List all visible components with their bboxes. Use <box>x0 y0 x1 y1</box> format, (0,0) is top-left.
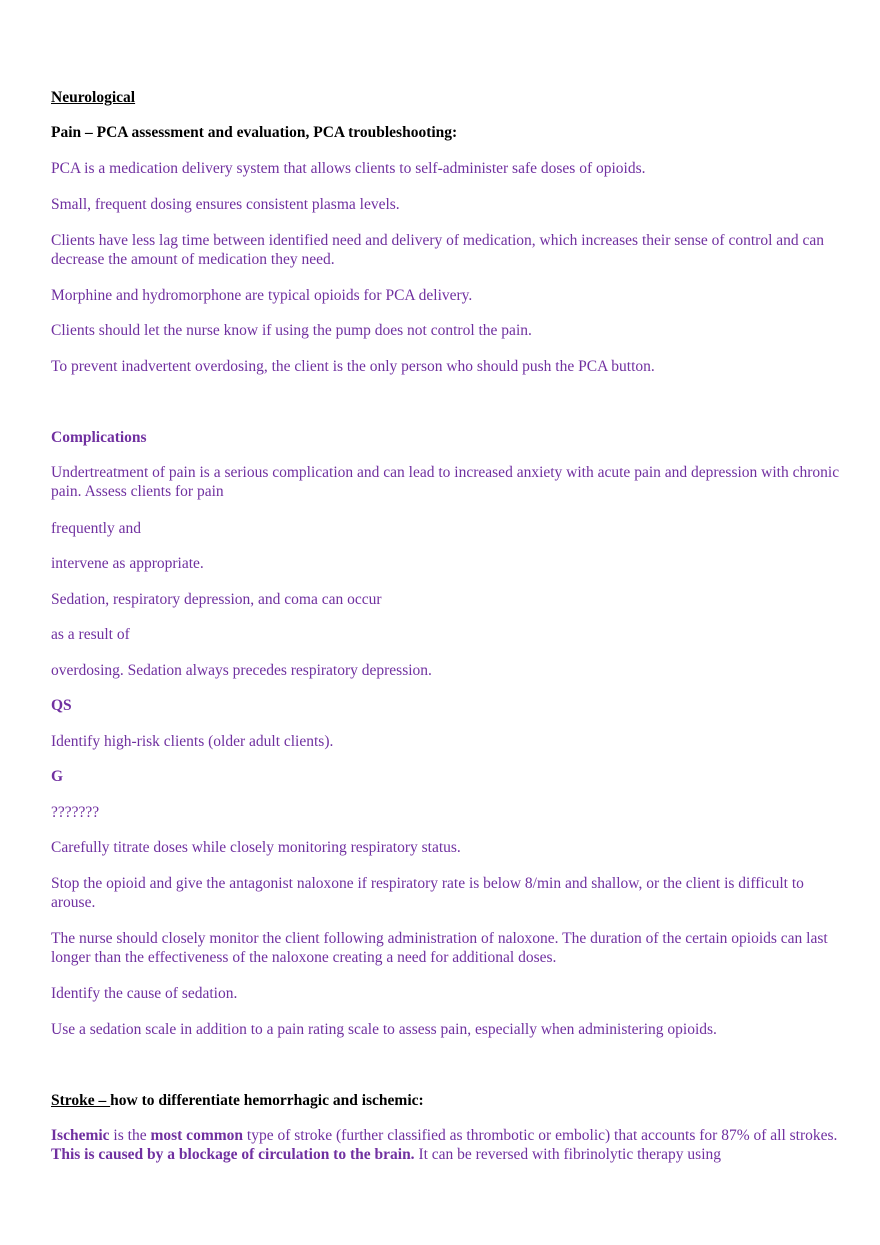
complications-paragraph-1: Undertreatment of pain is a serious complication and can lead to increased anxiety with acute pain and depression with chronic pain. Assess clients for pain <box>51 464 840 500</box>
g-paragraph-1: Carefully titrate doses while closely monitoring respiratory status. <box>51 839 461 856</box>
stroke-heading-term: Stroke – <box>51 1092 111 1109</box>
complications-paragraph-6: overdosing. Sedation always precedes respiratory depression. <box>51 662 432 679</box>
ischemic-bold-sentence: This is caused by a blockage of circulation to the brain. <box>51 1146 415 1163</box>
section-title: Neurological <box>51 89 136 106</box>
g-text: ??????? <box>51 804 100 821</box>
stroke-heading <box>51 1091 841 1110</box>
stroke-heading-rest: how to differentiate hemorrhagic and ischemic: <box>110 1092 424 1109</box>
complications-paragraph-4: Sedation, respiratory depression, and coma can occur <box>51 591 382 608</box>
g-label: G <box>51 768 64 785</box>
pca-paragraph-1: PCA is a medication delivery system that allows clients to self-administer safe doses of opioids. <box>51 160 646 177</box>
ischemic-text-1: is the <box>109 1127 151 1144</box>
qs-label: QS <box>51 697 72 714</box>
complications-heading: Complications <box>51 429 147 446</box>
g-paragraph-4: Identify the cause of sedation. <box>51 985 238 1002</box>
qs-text: Identify high-risk clients (older adult clients). <box>51 733 334 750</box>
ischemic-text-3: It can be reversed with fibrinolytic therapy using <box>414 1146 722 1163</box>
pca-heading: Pain – PCA assessment and evaluation, PCA troubleshooting: <box>51 124 458 141</box>
ischemic-text-2: type of stroke (further classified as thrombotic or embolic) that accounts for 87% of all strokes. <box>243 1127 838 1144</box>
ischemic-emphasis: most common <box>150 1127 244 1144</box>
pca-paragraph-6: To prevent inadvertent overdosing, the client is the only person who should push the PCA button. <box>51 358 655 375</box>
pca-paragraph-3: Clients have less lag time between identified need and delivery of medication, which increases their sense of control and can decrease the amount of medication they need. <box>51 232 825 268</box>
pca-paragraph-5: Clients should let the nurse know if using the pump does not control the pain. <box>51 322 532 339</box>
g-paragraph-5: Use a sedation scale in addition to a pain rating scale to assess pain, especially when administering opioids. <box>51 1021 717 1038</box>
ischemic-term: Ischemic <box>51 1127 110 1144</box>
complications-paragraph-3: intervene as appropriate. <box>51 555 204 572</box>
g-paragraph-3: The nurse should closely monitor the client following administration of naloxone. The duration of the certain opioids can last longer than the effectiveness of the naloxone creating a need for additional doses. <box>51 930 828 966</box>
g-paragraph-2: Stop the opioid and give the antagonist naloxone if respiratory rate is below 8/min and shallow, or the client is difficult to arouse. <box>51 875 804 911</box>
pca-paragraph-4: Morphine and hydromorphone are typical opioids for PCA delivery. <box>51 287 473 304</box>
complications-paragraph-5: as a result of <box>51 626 130 643</box>
ischemic-paragraph <box>51 1126 841 1164</box>
complications-paragraph-2: frequently and <box>51 520 141 537</box>
pca-paragraph-2: Small, frequent dosing ensures consistent plasma levels. <box>51 196 400 213</box>
